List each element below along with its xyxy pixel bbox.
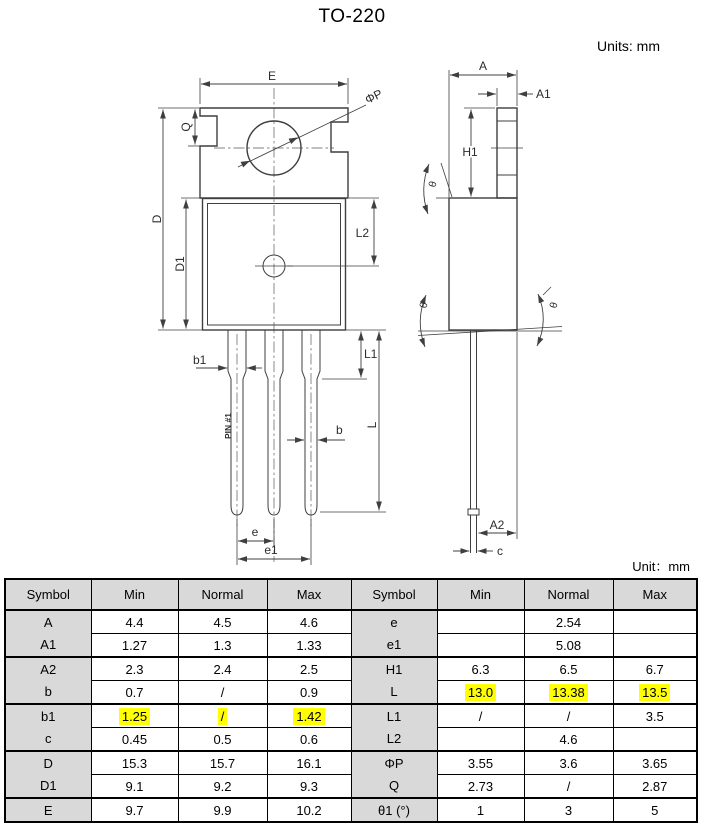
header-max-right: Max — [613, 579, 697, 610]
value-cell: 3.6 — [524, 751, 613, 775]
symbol-cell: H1 — [351, 657, 437, 681]
symbol-cell: b1 — [5, 704, 91, 728]
highlight: 13.5 — [639, 684, 670, 701]
value-cell: 3 — [524, 798, 613, 822]
highlight: 1.42 — [293, 708, 324, 725]
value-cell-highlighted — [613, 681, 697, 705]
value-cell: / — [524, 775, 613, 799]
value-cell-highlighted — [267, 704, 351, 728]
units-label-top: Units: mm — [597, 38, 660, 54]
value-cell: 2.87 — [613, 775, 697, 799]
front-view — [150, 69, 386, 565]
units-label-table: Unit：mm — [632, 559, 690, 574]
dim-label-H1: H1 — [462, 145, 478, 159]
header-min-right: Min — [437, 579, 524, 610]
value-cell: 0.45 — [91, 728, 178, 752]
value-cell-highlighted — [524, 681, 613, 705]
value-cell: 9.2 — [178, 775, 267, 799]
highlight: 1.25 — [119, 708, 150, 725]
dim-label-D: D — [150, 214, 164, 224]
value-cell: 6.5 — [524, 657, 613, 681]
symbol-cell: Q — [351, 775, 437, 799]
value-cell: 4.5 — [178, 610, 267, 634]
symbol-cell: L1 — [351, 704, 437, 728]
dim-label-L: L — [365, 421, 379, 429]
value-cell: 1.33 — [267, 634, 351, 658]
value-cell: 1 — [437, 798, 524, 822]
highlight: / — [218, 708, 228, 725]
value-cell — [613, 610, 697, 634]
angle-label-theta-left: θ — [417, 300, 431, 310]
table-row — [5, 775, 697, 799]
table-row — [5, 798, 697, 822]
symbol-cell: A1 — [5, 634, 91, 658]
value-cell: 15.3 — [91, 751, 178, 775]
dim-label-A2: A2 — [489, 518, 505, 532]
value-cell: 2.3 — [91, 657, 178, 681]
value-cell: 0.5 — [178, 728, 267, 752]
angle-label-theta-top: θ — [426, 179, 440, 189]
table-row — [5, 610, 697, 634]
symbol-cell: E — [5, 798, 91, 822]
dim-label-e: e — [251, 525, 259, 539]
symbol-cell: e1 — [351, 634, 437, 658]
value-cell-highlighted — [437, 681, 524, 705]
value-cell: 6.7 — [613, 657, 697, 681]
symbol-cell: ΦP — [351, 751, 437, 775]
value-cell: 4.6 — [524, 728, 613, 752]
header-symbol-left: Symbol — [5, 579, 91, 610]
value-cell — [437, 610, 524, 634]
dim-label-L2: L2 — [355, 226, 369, 240]
pin1-label: PIN #1 — [223, 413, 233, 439]
table-row — [5, 704, 697, 728]
header-normal-right: Normal — [524, 579, 613, 610]
value-cell — [613, 728, 697, 752]
highlight: 13.38 — [549, 684, 588, 701]
value-cell: 4.6 — [267, 610, 351, 634]
dimensions-table — [4, 578, 698, 823]
value-cell: 15.7 — [178, 751, 267, 775]
value-cell-highlighted — [91, 704, 178, 728]
value-cell: 2.73 — [437, 775, 524, 799]
symbol-cell: L — [351, 681, 437, 705]
symbol-cell: b — [5, 681, 91, 705]
page-title: TO-220 — [318, 6, 386, 27]
symbol-cell: D1 — [5, 775, 91, 799]
value-cell: 2.54 — [524, 610, 613, 634]
value-cell: 0.6 — [267, 728, 351, 752]
symbol-cell: e — [351, 610, 437, 634]
symbol-cell: A2 — [5, 657, 91, 681]
symbol-cell: L2 — [351, 728, 437, 752]
value-cell: / — [524, 704, 613, 728]
dim-label-b1: b1 — [193, 353, 207, 367]
dim-label-Q: Q — [179, 122, 193, 132]
value-cell — [437, 634, 524, 658]
value-cell: 5 — [613, 798, 697, 822]
value-cell — [613, 634, 697, 658]
header-symbol-right: Symbol — [351, 579, 437, 610]
dim-label-e1: e1 — [264, 543, 278, 557]
table-row — [5, 681, 697, 705]
dim-label-b: b — [336, 423, 343, 437]
value-cell: 0.7 — [91, 681, 178, 705]
table-header-row — [5, 579, 697, 610]
value-cell: / — [437, 704, 524, 728]
value-cell-highlighted — [178, 704, 267, 728]
value-cell: 1.27 — [91, 634, 178, 658]
header-min-left: Min — [91, 579, 178, 610]
value-cell: 6.3 — [437, 657, 524, 681]
value-cell: 10.2 — [267, 798, 351, 822]
value-cell: 3.55 — [437, 751, 524, 775]
dim-label-D1: D1 — [173, 256, 187, 272]
value-cell: / — [178, 681, 267, 705]
dim-label-L1: L1 — [364, 347, 378, 361]
value-cell: 16.1 — [267, 751, 351, 775]
side-view — [418, 59, 562, 558]
value-cell: 2.4 — [178, 657, 267, 681]
symbol-cell: A — [5, 610, 91, 634]
dim-label-c: c — [497, 544, 503, 558]
dim-label-phiP: ΦP — [362, 86, 385, 107]
value-cell: 4.4 — [91, 610, 178, 634]
table-row — [5, 728, 697, 752]
value-cell: 5.08 — [524, 634, 613, 658]
angle-label-theta-right: θ — [547, 300, 561, 310]
value-cell: 3.65 — [613, 751, 697, 775]
value-cell: 9.3 — [267, 775, 351, 799]
value-cell: 1.3 — [178, 634, 267, 658]
value-cell: 9.9 — [178, 798, 267, 822]
table-row — [5, 634, 697, 658]
symbol-cell: D — [5, 751, 91, 775]
header-max-left: Max — [267, 579, 351, 610]
value-cell: 2.5 — [267, 657, 351, 681]
table-row — [5, 751, 697, 775]
highlight: 13.0 — [465, 684, 496, 701]
value-cell: 9.1 — [91, 775, 178, 799]
dim-label-A1: A1 — [536, 87, 551, 101]
dim-label-E: E — [267, 69, 277, 83]
symbol-cell: θ1 (°) — [351, 798, 437, 822]
table-row — [5, 657, 697, 681]
value-cell: 9.7 — [91, 798, 178, 822]
value-cell: 3.5 — [613, 704, 697, 728]
dim-label-A: A — [478, 59, 488, 73]
header-normal-left: Normal — [178, 579, 267, 610]
value-cell — [437, 728, 524, 752]
symbol-cell: c — [5, 728, 91, 752]
value-cell: 0.9 — [267, 681, 351, 705]
